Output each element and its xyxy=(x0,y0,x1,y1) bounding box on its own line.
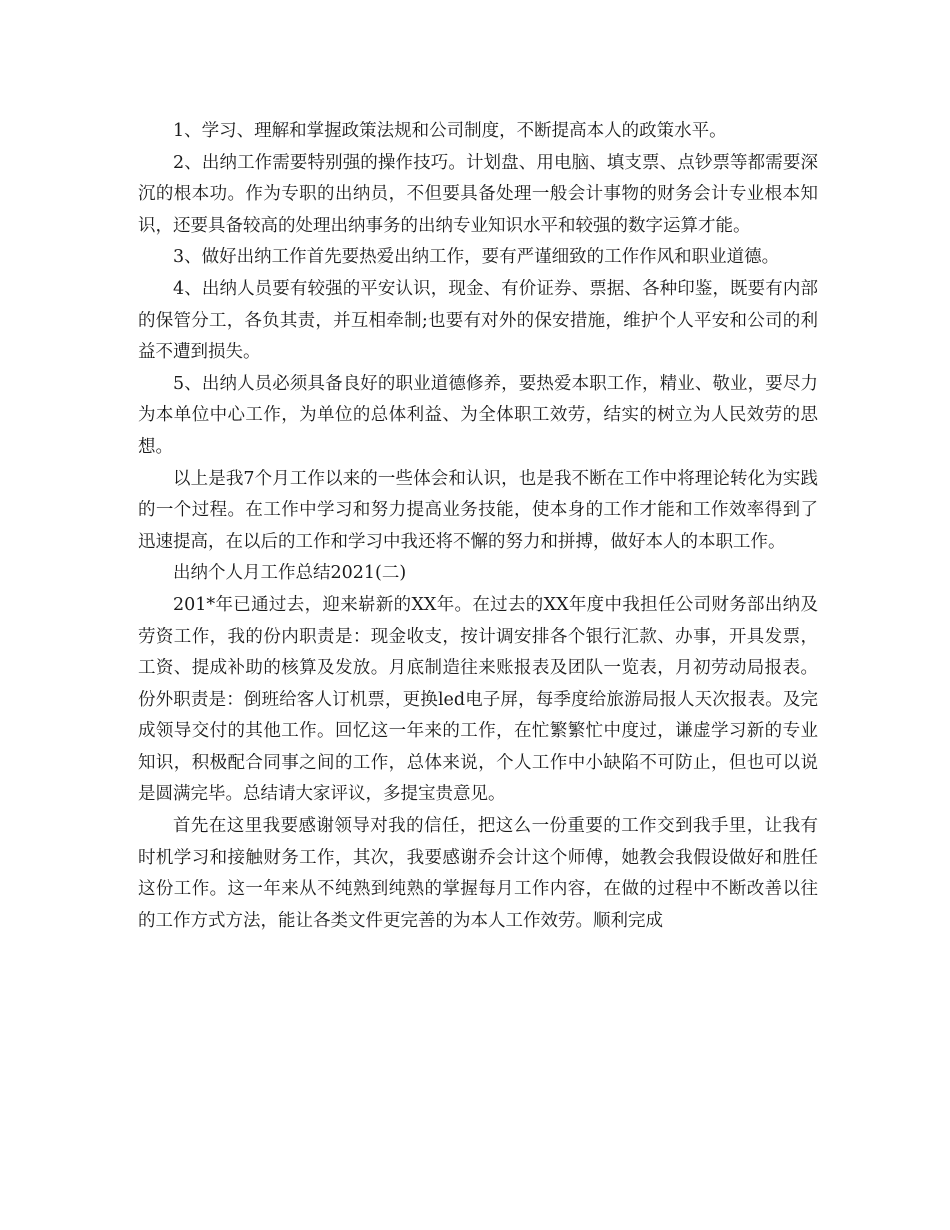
paragraph-policy-study: 1、学习、理解和掌握政策法规和公司制度，不断提高本人的政策水平。 xyxy=(173,121,727,141)
paragraph-work-ethic: 3、做好出纳工作首先要热爱出纳工作，要有严谨细致的工作作风和职业道德。 xyxy=(173,247,780,268)
document-body xyxy=(138,116,818,937)
paragraph-security-awareness: 4、出纳人员要有较强的平安认识，现金、有价证券、票据、各种印鉴，既要有内部的保管分工，各负其责，并互相牵制;也要有对外的保安措施，维护个人平安和公司的利益不遭到损失。 xyxy=(138,278,818,363)
paragraph-thanks: 首先在这里我要感谢领导对我的信任，把这么一份重要的工作交到我手里，让我有时机学习和接触财务工作，其次，我要感谢乔会计这个师傅，她教会我假设做好和胜任这份工作。这一年来从不纯熟到纯熟的掌握每月工作内容，在做的过程中不断改善以往的工作方式方法，能让各类文件更完善的为本人工作效劳。顺利完成 xyxy=(138,816,818,931)
paragraph-seven-month-summary: 以上是我7个月工作以来的一些体会和认识，也是我不断在工作中将理论转化为实践的一个过程。在工作中学习和努力提高业务技能，使本身的工作才能和工作效率得到了迅速提高，在以后的工作和学习中我还将不懈的努力和拼搏，做好本人的本职工作。 xyxy=(138,468,818,552)
paragraph-operating-skills: 2、出纳工作需要特别强的操作技巧。计划盘、用电脑、填支票、点钞票等都需要深沉的根本功。作为专职的出纳员，不但要具备处理一般会计事物的财务会计专业根本知识，还要具备较高的处理出纳事务的出纳专业知识水平和较强的数字运算才能。 xyxy=(138,152,818,236)
paragraph-year-review: 201*年已通过去，迎来崭新的XX年。在过去的XX年度中我担任公司财务部出纳及劳资工作，我的份内职责是：现金收支，按计调安排各个银行汇款、办事，开具发票，工资、提成补助的核算及发放。月底制造往来账报表及团队一览表，月初劳动局报表。份外职责是：倒班给客人订机票，更换led电子屏，每季度给旅游局报人天次报表。及完成领导交付的其他工作。回忆这一年来的工作，在忙繁繁忙中度过，谦虚学习新的专业知识，积极配合同事之间的工作，总体来说，个人工作中小缺陷不可防止，但也可以说是圆满完毕。总结请大家评议，多提宝贵意见。 xyxy=(138,594,818,805)
paragraph-professional-ethics: 5、出纳人员必须具备良好的职业道德修养，要热爱本职工作，精业、敬业，要尽力为本单位中心工作，为单位的总体利益、为全体职工效劳，结实的树立为人民效劳的思想。 xyxy=(138,373,818,457)
section-heading: 出纳个人月工作总结2021(二) xyxy=(173,563,407,584)
